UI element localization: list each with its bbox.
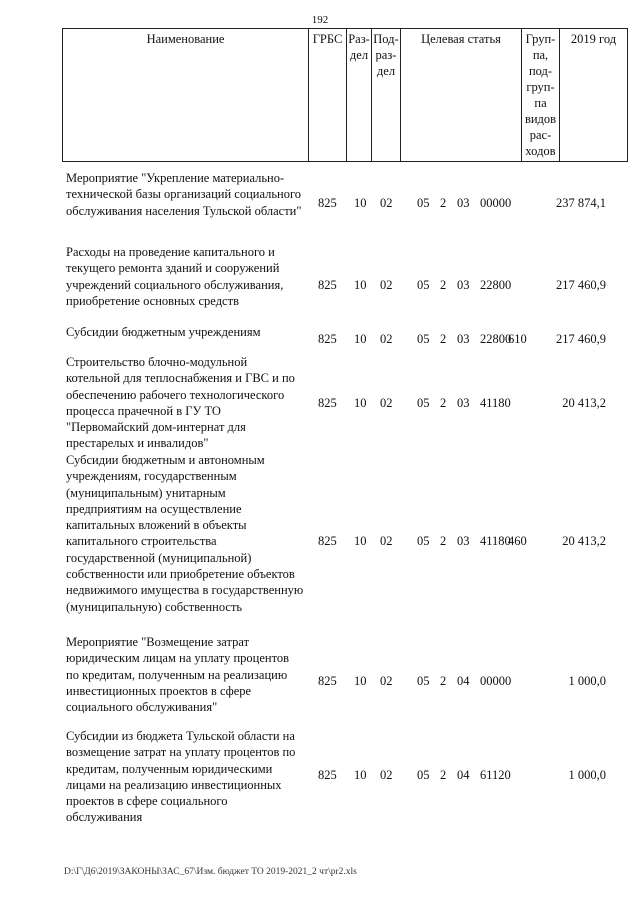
cell-target-4: 41180 <box>480 534 511 548</box>
cell-podrazdel: 02 <box>380 196 393 210</box>
cell-group: 460 <box>508 534 527 548</box>
cell-target-3: 03 <box>457 332 470 346</box>
cell-target-1: 05 <box>417 332 430 346</box>
cell-target-2: 2 <box>440 196 447 210</box>
cell-razdel: 10 <box>354 278 367 292</box>
cell-target-1: 05 <box>417 396 430 410</box>
cell-razdel: 10 <box>354 674 367 688</box>
page-number: 192 <box>311 14 329 26</box>
cell-target-3: 03 <box>457 396 470 410</box>
cell-grbs: 825 <box>318 396 337 410</box>
cell-amount: 20 413,2 <box>562 396 606 410</box>
file-path-footer: D:\Г\Д6\2019\ЗАКОНЫ\ЗАС_67\Изм. бюджет ТО 2019-2021_2 чт\pr2.xls <box>64 867 357 877</box>
cell-target-1: 05 <box>417 534 430 548</box>
cell-group: 610 <box>508 332 527 346</box>
col-header-name: Наименование <box>63 29 309 162</box>
cell-target-2: 2 <box>440 396 447 410</box>
cell-amount: 217 460,9 <box>556 278 606 292</box>
cell-grbs: 825 <box>318 768 337 782</box>
cell-target-2: 2 <box>440 332 447 346</box>
cell-podrazdel: 02 <box>380 674 393 688</box>
cell-razdel: 10 <box>354 534 367 548</box>
cell-target-4: 61120 <box>480 768 511 782</box>
row-name: Субсидии бюджетным и автономным учреждениям, государственным (муниципальным) унитарным предприятиям на осуществление капитальных вложений в объекты капитального строительства государственной (муниципальной) собственности или приобретение объектов недвижимого имущества в государственную (муниципальную) собственность <box>66 453 304 614</box>
table-header <box>62 28 628 162</box>
cell-grbs: 825 <box>318 278 337 292</box>
col-header-razdel: Раз- дел <box>347 29 372 162</box>
cell-target-2: 2 <box>440 768 447 782</box>
cell-razdel: 10 <box>354 396 367 410</box>
cell-target-3: 03 <box>457 534 470 548</box>
cell-podrazdel: 02 <box>380 278 393 292</box>
cell-razdel: 10 <box>354 332 367 346</box>
row-name: Субсидии бюджетным учреждениям <box>66 325 261 339</box>
cell-grbs: 825 <box>318 196 337 210</box>
cell-podrazdel: 02 <box>380 768 393 782</box>
cell-target-2: 2 <box>440 534 447 548</box>
cell-amount: 20 413,2 <box>562 534 606 548</box>
row-name: Расходы на проведение капитального и текущего ремонта зданий и сооружений учреждений социального обслуживания, приобретение основных средств <box>66 245 284 308</box>
row-name: Строительство блочно-модульной котельной для теплоснабжения и ГВС и по обеспечению рабочего технологического процесса прачечной в ГУ ТО "Первомайский дом-интернат для престарелых и инвалидов" <box>66 355 295 451</box>
cell-target-4: 41180 <box>480 396 511 410</box>
cell-target-3: 04 <box>457 768 470 782</box>
cell-podrazdel: 02 <box>380 534 393 548</box>
col-header-target: Целевая статья <box>401 29 522 162</box>
cell-target-2: 2 <box>440 278 447 292</box>
cell-amount: 237 874,1 <box>556 196 606 210</box>
cell-target-3: 03 <box>457 196 470 210</box>
cell-target-3: 03 <box>457 278 470 292</box>
col-header-year: 2019 год <box>560 29 628 162</box>
cell-target-4: 00000 <box>480 196 512 210</box>
row-name: Мероприятие "Укрепление материально- технической базы организаций социального обслуживания населения Тульской области" <box>66 171 302 218</box>
cell-target-2: 2 <box>440 674 447 688</box>
cell-target-4: 22800 <box>480 332 512 346</box>
cell-amount: 1 000,0 <box>568 674 606 688</box>
cell-podrazdel: 02 <box>380 396 393 410</box>
cell-grbs: 825 <box>318 674 337 688</box>
row-name: Мероприятие "Возмещение затрат юридическим лицам на уплату процентов по кредитам, полученным на реализацию инвестиционных проектов в сфере социального обслуживания" <box>66 635 290 715</box>
col-header-podrazdel: Под- раз- дел <box>372 29 401 162</box>
cell-target-4: 22800 <box>480 278 512 292</box>
cell-razdel: 10 <box>354 196 367 210</box>
cell-target-3: 04 <box>457 674 470 688</box>
cell-target-4: 00000 <box>480 674 512 688</box>
col-header-group: Груп- па, под- груп- па видов рас- ходов <box>522 29 560 162</box>
cell-grbs: 825 <box>318 534 337 548</box>
row-name: Субсидии из бюджета Тульской области на возмещение затрат на уплату процентов по кредитам, полученным юридическими лицами на реализацию инвестиционных проектов в сфере социального обслуживания <box>66 729 296 825</box>
cell-target-1: 05 <box>417 674 430 688</box>
cell-grbs: 825 <box>318 332 337 346</box>
cell-razdel: 10 <box>354 768 367 782</box>
cell-target-1: 05 <box>417 768 430 782</box>
col-header-grbs: ГРБС <box>309 29 347 162</box>
cell-target-1: 05 <box>417 196 430 210</box>
cell-amount: 217 460,9 <box>556 332 606 346</box>
cell-target-1: 05 <box>417 278 430 292</box>
cell-podrazdel: 02 <box>380 332 393 346</box>
cell-amount: 1 000,0 <box>568 768 606 782</box>
